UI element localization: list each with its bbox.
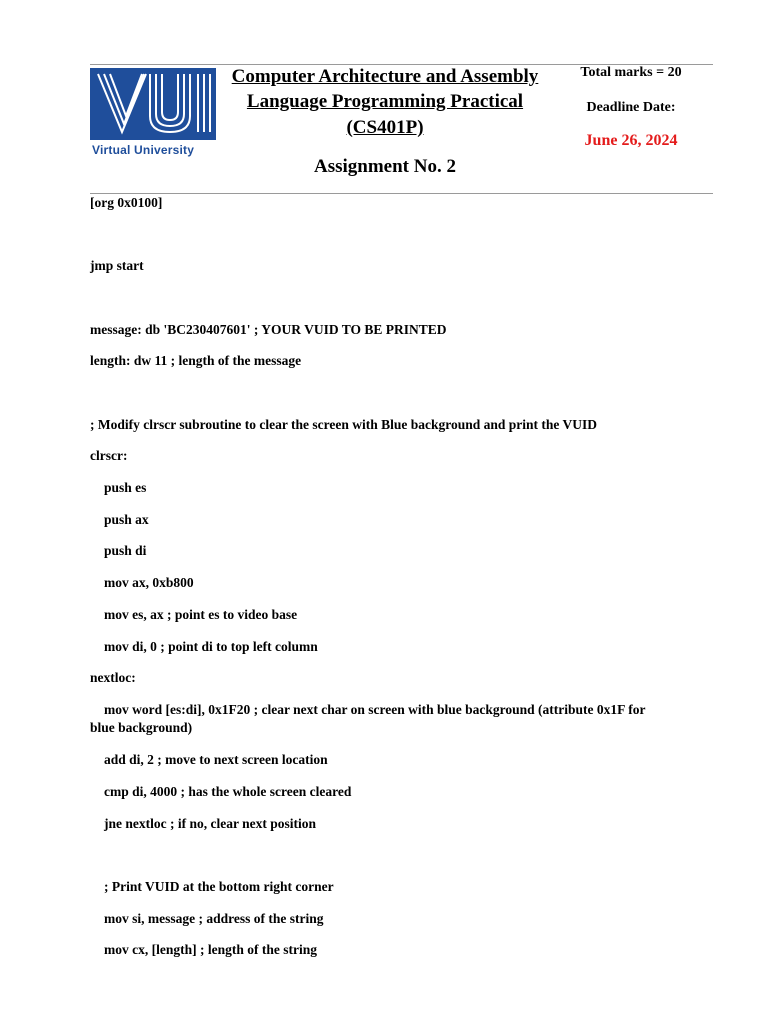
course-title-line-2: Language Programming Practical <box>246 91 524 112</box>
deadline-label: Deadline Date: <box>586 100 676 115</box>
total-marks: Total marks = 20 <box>580 65 682 80</box>
code-line: push di <box>104 543 147 558</box>
code-line: mov es, ax ; point es to video base <box>104 607 298 622</box>
code-line: add di, 2 ; move to next screen location <box>104 752 328 767</box>
code-line: jmp start <box>90 258 144 273</box>
code-line: mov si, message ; address of the string <box>104 911 324 926</box>
deadline-date: June 26, 2024 <box>584 132 678 149</box>
code-line: mov word [es:di], 0x1F20 ; clear next char on screen with blue background (attribute 0x1F for blue background) <box>90 702 646 735</box>
course-title-line-1: Computer Architecture and Assembly <box>231 66 539 87</box>
assignment-number: Assignment No. 2 <box>314 156 456 177</box>
logo-caption: Virtual University <box>92 143 195 157</box>
code-line: length: dw 11 ; length of the message <box>90 353 302 368</box>
code-line: push es <box>104 480 147 495</box>
code-line: mov cx, [length] ; length of the string <box>104 942 317 957</box>
code-line: mov ax, 0xb800 <box>104 575 194 590</box>
code-line: push ax <box>104 512 149 527</box>
code-comment: ; Modify clrscr subroutine to clear the screen with Blue background and print the VUID <box>90 417 598 432</box>
code-line: [org 0x0100] <box>90 195 163 210</box>
code-line: cmp di, 4000 ; has the whole screen cleared <box>104 784 352 799</box>
course-code: (CS401P) <box>346 117 424 138</box>
code-line: mov di, 0 ; point di to top left column <box>104 639 318 654</box>
code-line: jne nextloc ; if no, clear next position <box>104 816 316 831</box>
code-line: message: db 'BC230407601' ; YOUR VUID TO BE PRINTED <box>90 322 447 337</box>
logo-emblem <box>90 68 216 140</box>
code-label: nextloc: <box>90 670 136 685</box>
university-logo <box>90 68 216 160</box>
vu-logo-icon <box>90 68 216 140</box>
code-comment: ; Print VUID at the bottom right corner <box>104 879 334 894</box>
code-label: clrscr: <box>90 448 128 463</box>
